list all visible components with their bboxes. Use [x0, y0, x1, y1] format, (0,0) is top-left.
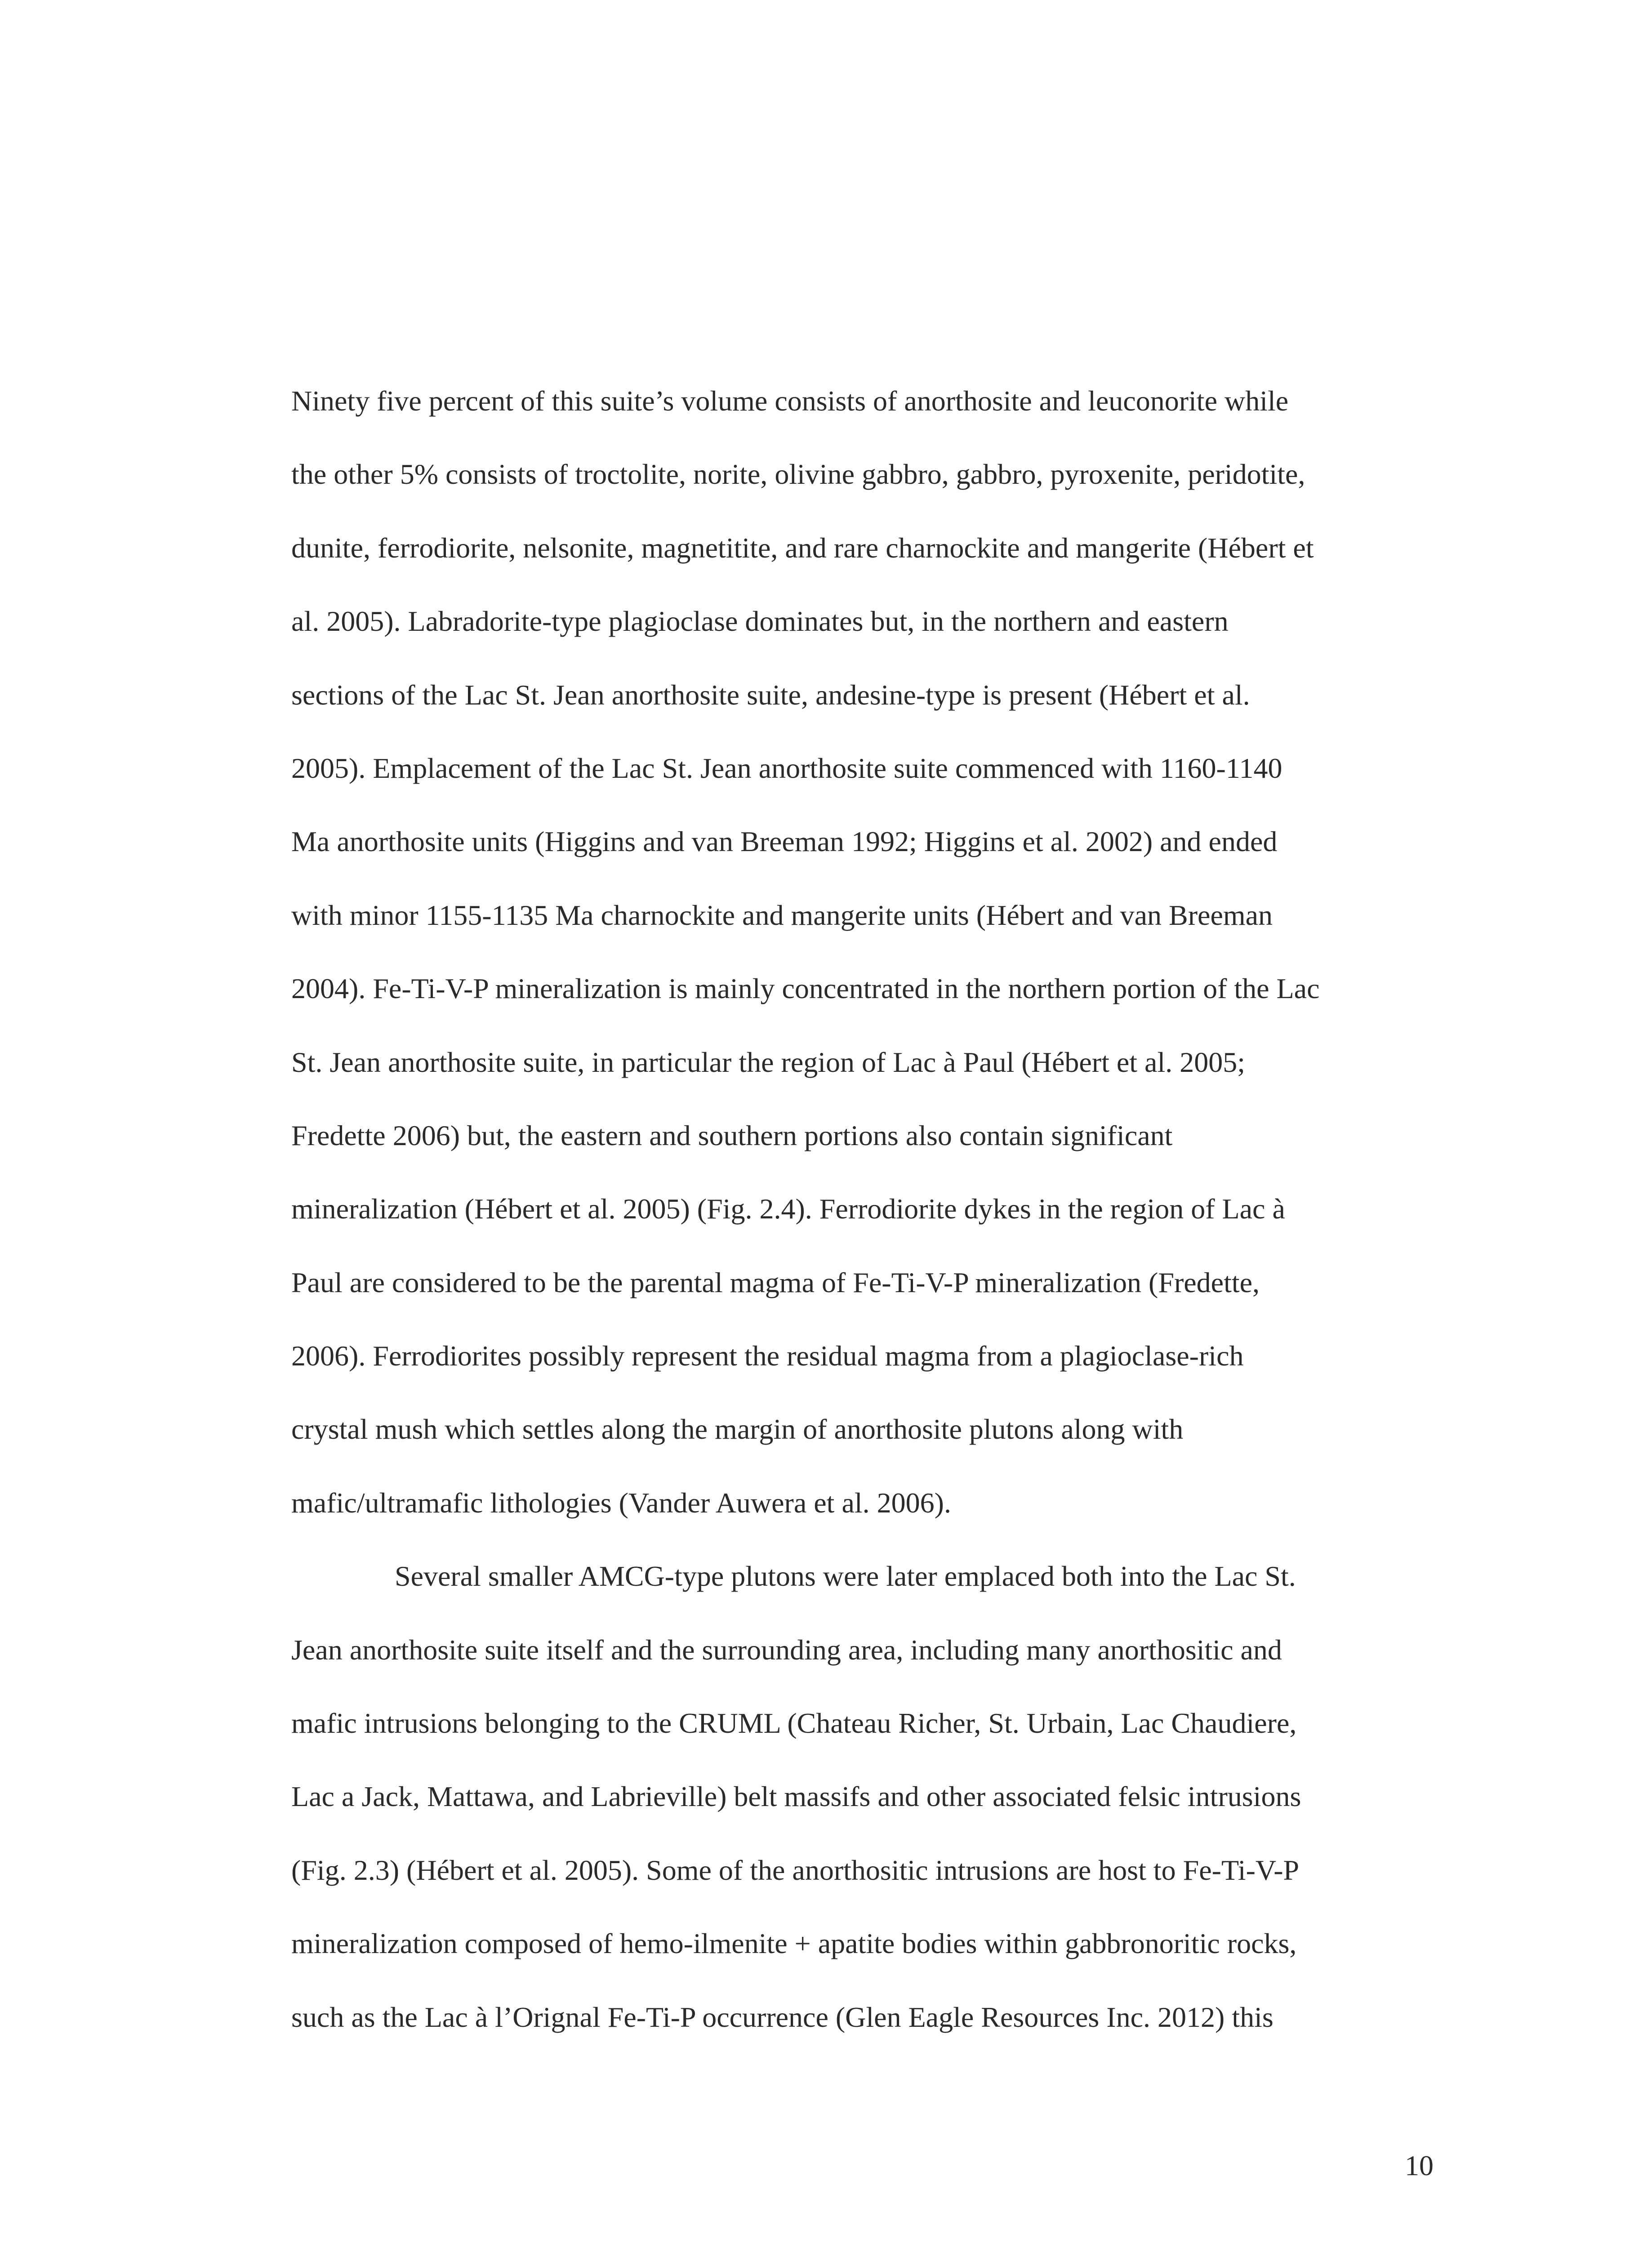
text-line: 2006). Ferrodiorites possibly represent the residual magma from a plagioclase-rich [291, 1340, 1244, 1372]
text-line: mafic/ultramafic lithologies (Vander Auwera et al. 2006). [291, 1486, 951, 1519]
page-number: 10 [1405, 2150, 1434, 2181]
text-line: St. Jean anorthosite suite, in particular the region of Lac à Paul (Hébert et al. 2005; [291, 1046, 1245, 1078]
text-line: Fredette 2006) but, the eastern and southern portions also contain significant [291, 1119, 1173, 1151]
text-line: with minor 1155-1135 Ma charnockite and mangerite units (Hébert and van Breeman [291, 899, 1273, 931]
text-line: al. 2005). Labradorite-type plagioclase dominates but, in the northern and eastern [291, 605, 1229, 638]
text-line: mineralization (Hébert et al. 2005) (Fig. 2.4). Ferrodiorite dykes in the region of Lac à [291, 1193, 1285, 1225]
text-line: crystal mush which settles along the margin of anorthosite plutons along with [291, 1413, 1184, 1445]
text-line: sections of the Lac St. Jean anorthosite suite, andesine-type is present (Hébert et al. [291, 678, 1250, 711]
text-line: Paul are considered to be the parental magma of Fe-Ti-V-P mineralization (Fredette, [291, 1266, 1260, 1298]
text-line: 2004). Fe-Ti-V-P mineralization is mainly concentrated in the northern portion of the Lac [291, 972, 1320, 1005]
body-text [291, 364, 1433, 2054]
text-line: Ma anorthosite units (Higgins and van Breeman 1992; Higgins et al. 2002) and ended [291, 825, 1278, 858]
text-line: Jean anorthosite suite itself and the surrounding area, including many anorthositic and [291, 1633, 1282, 1666]
paragraph-first-line: Several smaller AMCG-type plutons were later emplaced both into the Lac St. [395, 1560, 1296, 1592]
text-line: Lac a Jack, Mattawa, and Labrieville) belt massifs and other associated felsic intrusions [291, 1780, 1301, 1813]
text-line: the other 5% consists of troctolite, norite, olivine gabbro, gabbro, pyroxenite, peridotite, [291, 458, 1305, 491]
text-line: 2005). Emplacement of the Lac St. Jean anorthosite suite commenced with 1160-1140 [291, 752, 1282, 784]
text-line: mineralization composed of hemo-ilmenite + apatite bodies within gabbronoritic rocks, [291, 1927, 1297, 1960]
text-line: Ninety five percent of this suite’s volume consists of anorthosite and leuconorite while [291, 385, 1289, 417]
text-line: dunite, ferrodiorite, nelsonite, magnetitite, and rare charnockite and mangerite (Hébert et [291, 531, 1314, 564]
text-line: (Fig. 2.3) (Hébert et al. 2005). Some of the anorthositic intrusions are host to Fe-Ti-V-P [291, 1854, 1300, 1886]
text-line: mafic intrusions belonging to the CRUML (Chateau Richer, St. Urbain, Lac Chaudiere, [291, 1707, 1297, 1740]
text-line: such as the Lac à l’Orignal Fe-Ti-P occurrence (Glen Eagle Resources Inc. 2012) this [291, 2001, 1274, 2033]
